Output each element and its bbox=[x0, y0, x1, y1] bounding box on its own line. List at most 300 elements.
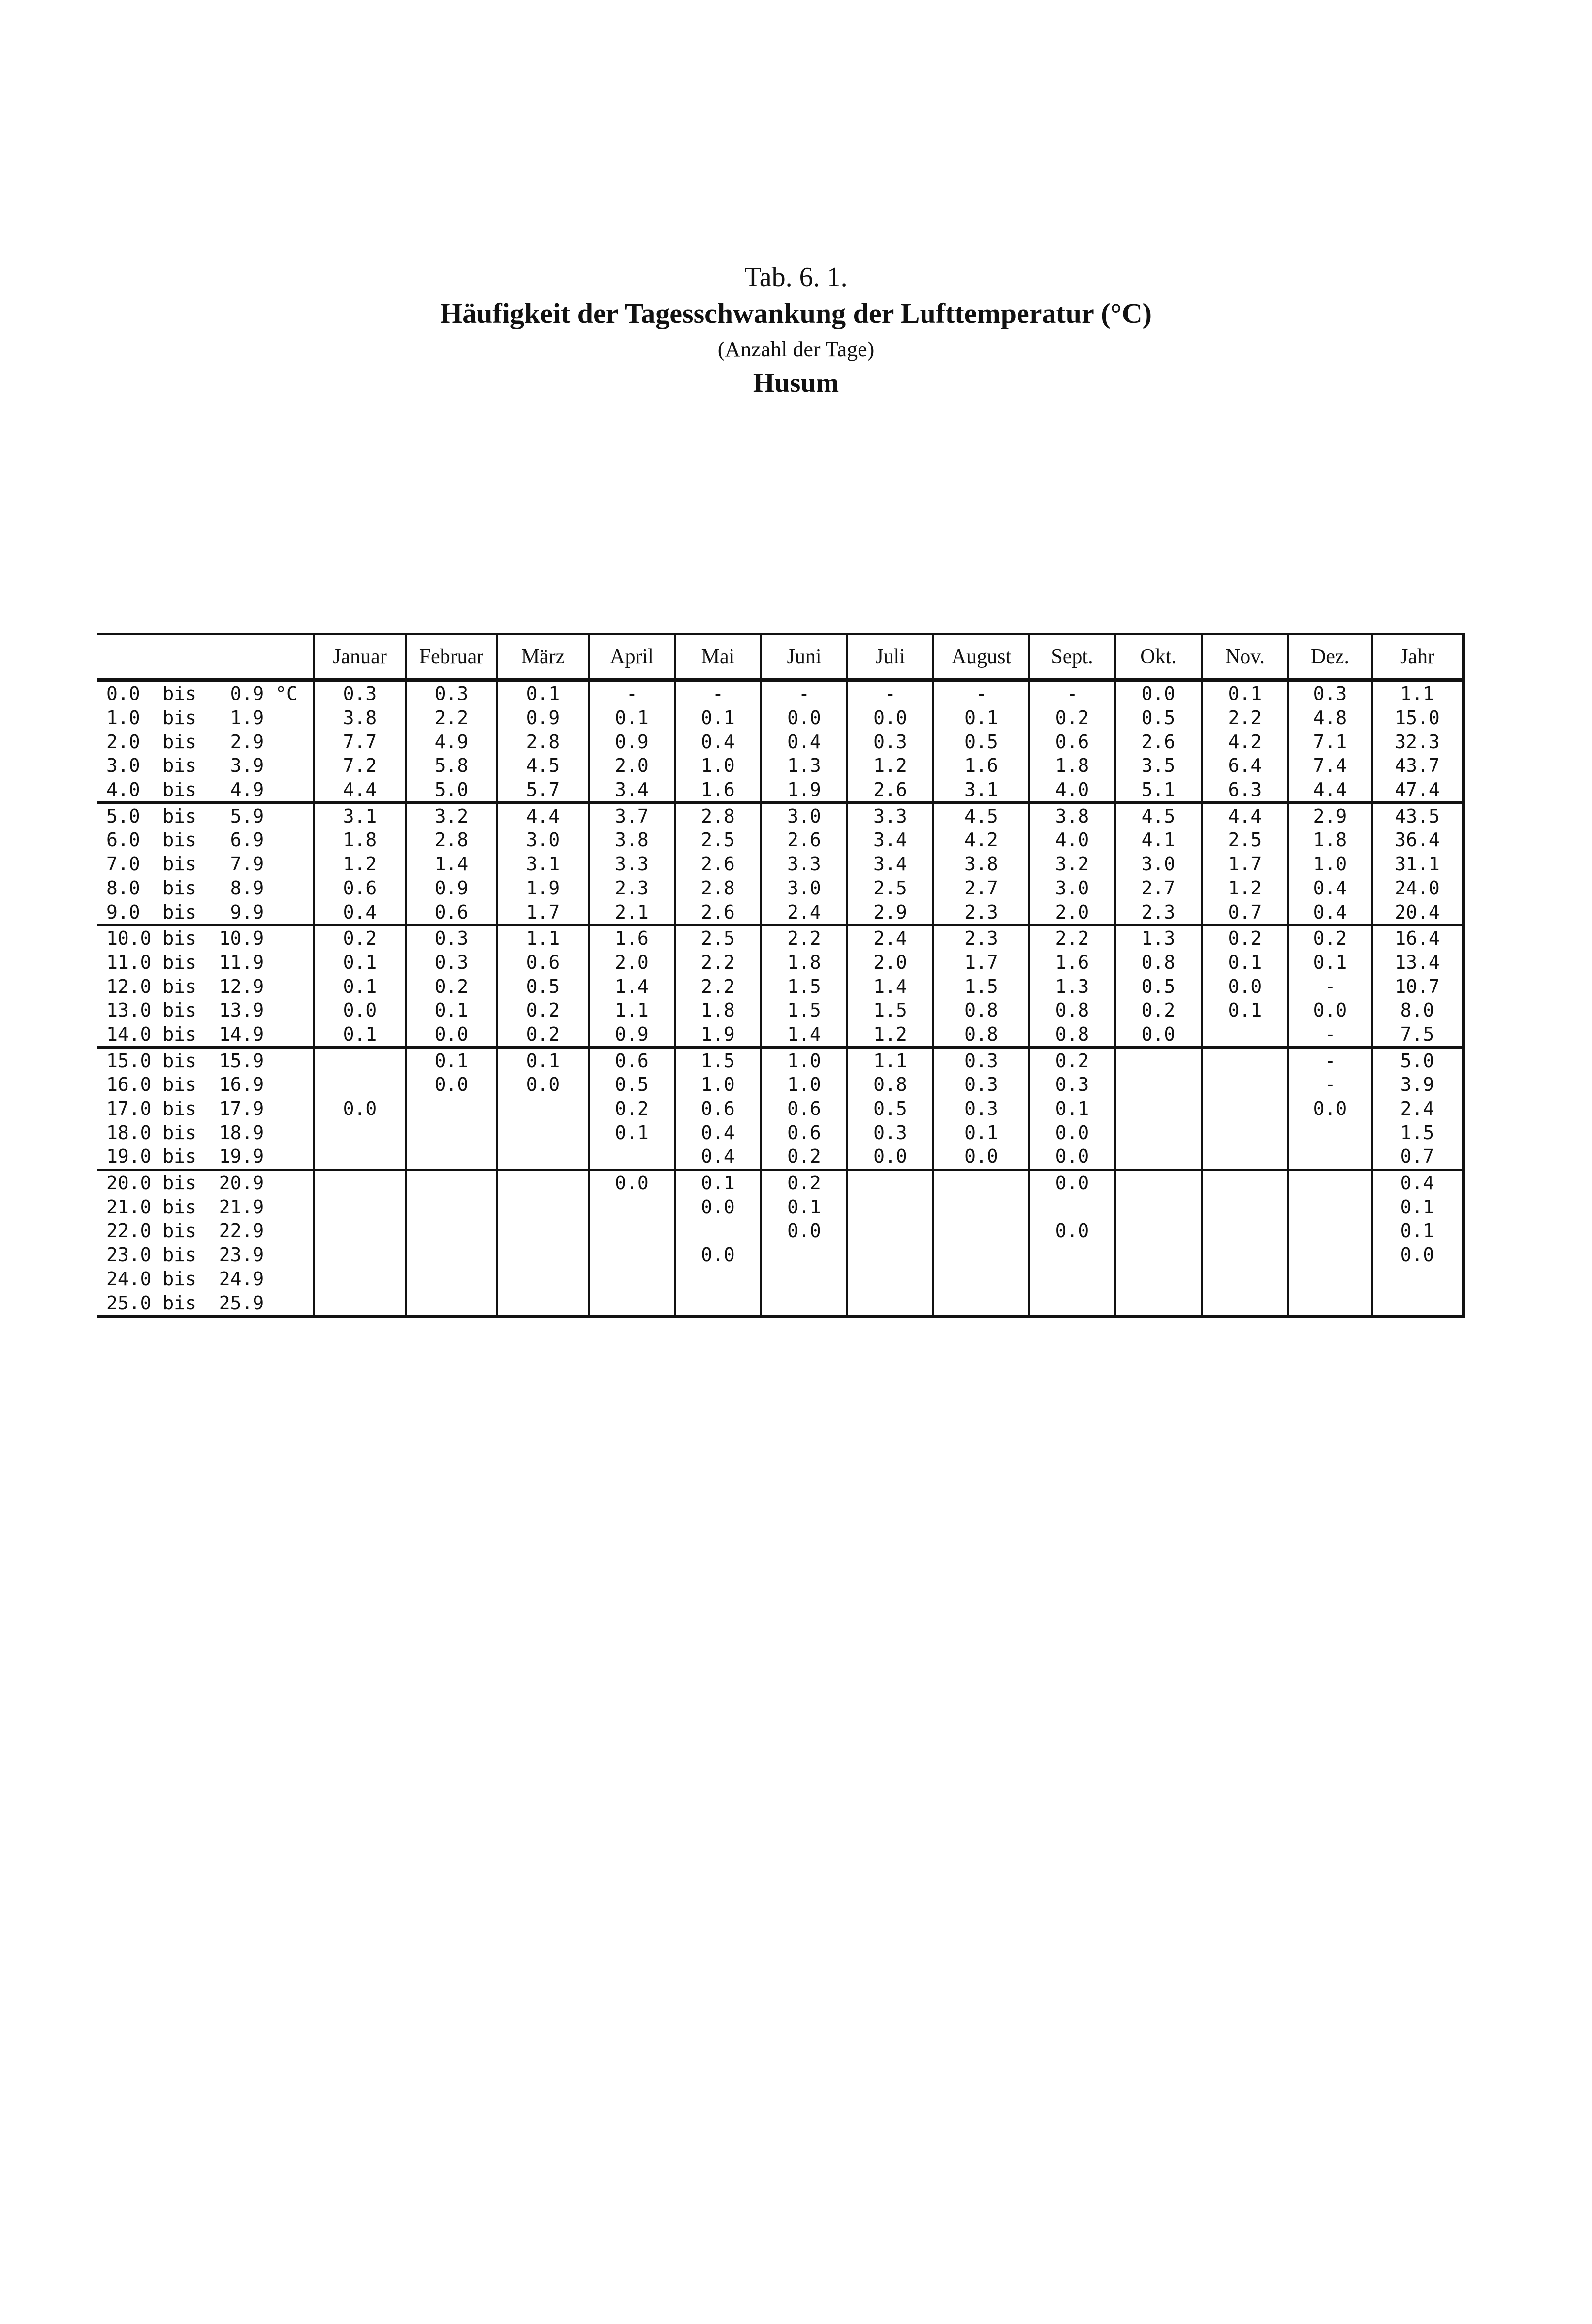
table-cell: - bbox=[1288, 1073, 1372, 1097]
table-cell: 2.5 bbox=[1202, 828, 1288, 852]
table-cell bbox=[1202, 1048, 1288, 1073]
table-cell: 1.2 bbox=[1202, 876, 1288, 900]
table-cell: 0.1 bbox=[933, 706, 1029, 730]
table-cell: 5.8 bbox=[406, 754, 497, 778]
table-cell: 3.4 bbox=[847, 852, 933, 876]
table-cell: 4.9 bbox=[406, 730, 497, 754]
table-cell: 2.4 bbox=[847, 925, 933, 950]
table-cell: 1.3 bbox=[761, 754, 847, 778]
table-cell bbox=[1288, 1219, 1372, 1243]
table-cell: 16.4 bbox=[1372, 925, 1463, 950]
table-cell: 5.1 bbox=[1115, 778, 1202, 803]
table-cell: 1.8 bbox=[675, 998, 761, 1022]
table-row bbox=[97, 876, 1463, 900]
table-cell: 0.0 bbox=[847, 1145, 933, 1170]
table-cell bbox=[589, 1219, 675, 1243]
table-cell: 0.2 bbox=[1029, 1048, 1115, 1073]
table-cell bbox=[1288, 1243, 1372, 1267]
table-cell: 4.2 bbox=[933, 828, 1029, 852]
table-cell: 0.3 bbox=[406, 925, 497, 950]
table-cell: 4.0 bbox=[1029, 828, 1115, 852]
table-cell bbox=[847, 1243, 933, 1267]
table-cell: 0.1 bbox=[1202, 951, 1288, 975]
table-cell bbox=[675, 1267, 761, 1291]
table-cell: 1.6 bbox=[675, 778, 761, 803]
table-cell: 4.8 bbox=[1288, 706, 1372, 730]
table-cell: 0.1 bbox=[314, 974, 406, 998]
table-cell: 0.6 bbox=[1029, 730, 1115, 754]
header-row bbox=[97, 634, 1463, 680]
table-cell: 2.5 bbox=[847, 876, 933, 900]
table-cell: 0.6 bbox=[314, 876, 406, 900]
table-cell: 1.1 bbox=[589, 998, 675, 1022]
table-row bbox=[97, 1120, 1463, 1145]
table-cell bbox=[314, 1120, 406, 1145]
table-cell bbox=[1288, 1195, 1372, 1219]
table-cell bbox=[1115, 1170, 1202, 1195]
row-range-label: 2.0 bis 2.9 bbox=[106, 731, 264, 753]
table-cell bbox=[406, 1170, 497, 1195]
table-row bbox=[97, 1145, 1463, 1170]
table-cell bbox=[1115, 1048, 1202, 1073]
table-cell: 2.8 bbox=[675, 876, 761, 900]
table-cell: 20.4 bbox=[1372, 900, 1463, 925]
table-cell bbox=[1029, 1267, 1115, 1291]
table-cell: 0.3 bbox=[933, 1048, 1029, 1073]
table-cell: 47.4 bbox=[1372, 778, 1463, 803]
table-cell: 0.1 bbox=[589, 706, 675, 730]
table-cell: 0.1 bbox=[1029, 1097, 1115, 1121]
table-cell bbox=[1202, 1267, 1288, 1291]
table-cell: 3.3 bbox=[589, 852, 675, 876]
table-cell: 0.6 bbox=[761, 1097, 847, 1121]
table-cell: 0.0 bbox=[314, 998, 406, 1022]
table-cell: 24.0 bbox=[1372, 876, 1463, 900]
table-cell: - bbox=[933, 680, 1029, 706]
header-corner bbox=[97, 634, 314, 680]
table-cell bbox=[847, 1195, 933, 1219]
table-cell: 0.3 bbox=[406, 680, 497, 706]
table-cell: 1.4 bbox=[761, 1022, 847, 1048]
table-cell bbox=[314, 1195, 406, 1219]
table-cell: 0.6 bbox=[497, 951, 589, 975]
table-subheading: (Anzahl der Tage) bbox=[717, 337, 875, 361]
table-cell: 0.1 bbox=[1372, 1219, 1463, 1243]
table-cell: 1.9 bbox=[675, 1022, 761, 1048]
table-cell: 0.4 bbox=[1372, 1170, 1463, 1195]
table-cell: 2.6 bbox=[1115, 730, 1202, 754]
table-cell bbox=[933, 1195, 1029, 1219]
row-range-label: 6.0 bis 6.9 bbox=[106, 829, 264, 851]
table-row bbox=[97, 974, 1463, 998]
table-row bbox=[97, 680, 1463, 706]
table-cell: 3.9 bbox=[1372, 1073, 1463, 1097]
table-cell: 2.3 bbox=[933, 900, 1029, 925]
table-cell: 0.3 bbox=[314, 680, 406, 706]
table-cell: 0.1 bbox=[675, 706, 761, 730]
table-cell: 0.1 bbox=[761, 1195, 847, 1219]
table-cell: 0.0 bbox=[497, 1073, 589, 1097]
table-cell: 0.0 bbox=[1115, 1022, 1202, 1048]
col-header: Januar bbox=[314, 634, 406, 680]
table-cell: 32.3 bbox=[1372, 730, 1463, 754]
table-cell: 0.2 bbox=[1115, 998, 1202, 1022]
table-cell bbox=[1288, 1145, 1372, 1170]
table-cell: 1.5 bbox=[761, 998, 847, 1022]
table-cell bbox=[406, 1097, 497, 1121]
table-cell: - bbox=[1029, 680, 1115, 706]
table-cell: 0.0 bbox=[933, 1145, 1029, 1170]
table-cell: 1.6 bbox=[589, 925, 675, 950]
table-cell bbox=[497, 1195, 589, 1219]
table-cell bbox=[933, 1170, 1029, 1195]
table-cell bbox=[1115, 1219, 1202, 1243]
table-cell: 3.0 bbox=[1115, 852, 1202, 876]
col-header: Juli bbox=[847, 634, 933, 680]
table-cell: 3.4 bbox=[589, 778, 675, 803]
table-cell bbox=[1372, 1267, 1463, 1291]
table-cell: - bbox=[1288, 974, 1372, 998]
table-cell bbox=[847, 1267, 933, 1291]
table-cell: 0.2 bbox=[497, 1022, 589, 1048]
table-cell bbox=[1029, 1291, 1115, 1316]
table-cell bbox=[1288, 1170, 1372, 1195]
col-header: Okt. bbox=[1115, 634, 1202, 680]
table-cell bbox=[933, 1243, 1029, 1267]
table-cell bbox=[314, 1145, 406, 1170]
table-cell: 6.3 bbox=[1202, 778, 1288, 803]
table-cell: 2.5 bbox=[675, 828, 761, 852]
table-cell: 0.4 bbox=[675, 1145, 761, 1170]
table-row bbox=[97, 1170, 1463, 1195]
table-cell: 1.4 bbox=[406, 852, 497, 876]
table-cell: 1.5 bbox=[1372, 1120, 1463, 1145]
table-cell bbox=[1202, 1097, 1288, 1121]
table-cell: 0.5 bbox=[847, 1097, 933, 1121]
table-cell bbox=[1115, 1073, 1202, 1097]
table-cell: 0.0 bbox=[1115, 680, 1202, 706]
table-cell: 0.0 bbox=[406, 1073, 497, 1097]
table-cell: 0.1 bbox=[1202, 680, 1288, 706]
table-cell: 4.0 bbox=[1029, 778, 1115, 803]
table-cell: 10.7 bbox=[1372, 974, 1463, 998]
table-cell bbox=[1288, 1267, 1372, 1291]
table-row bbox=[97, 1267, 1463, 1291]
row-range-label: 4.0 bis 4.9 bbox=[97, 778, 314, 803]
row-range-label: 19.0 bis 19.9 bbox=[97, 1145, 314, 1170]
table-cell: 2.3 bbox=[589, 876, 675, 900]
table-cell: 0.2 bbox=[589, 1097, 675, 1121]
table-cell: 2.0 bbox=[847, 951, 933, 975]
table-cell: 0.5 bbox=[933, 730, 1029, 754]
row-range-label: 0.0 bis 0.9 °C bbox=[106, 683, 298, 705]
table-cell: 0.2 bbox=[314, 925, 406, 950]
table-cell: 2.6 bbox=[675, 900, 761, 925]
table-cell: 0.4 bbox=[675, 1120, 761, 1145]
table-cell: 2.3 bbox=[1115, 900, 1202, 925]
table-cell bbox=[1115, 1243, 1202, 1267]
table-cell bbox=[497, 1120, 589, 1145]
table-cell: 0.7 bbox=[1372, 1145, 1463, 1170]
table-cell: 0.2 bbox=[1029, 706, 1115, 730]
row-range-label: 14.0 bis 14.9 bbox=[97, 1022, 314, 1048]
table-cell: 0.4 bbox=[761, 730, 847, 754]
table-cell bbox=[406, 1291, 497, 1316]
table-cell: 0.1 bbox=[497, 680, 589, 706]
col-header: Sept. bbox=[1029, 634, 1115, 680]
table-cell bbox=[933, 1267, 1029, 1291]
table-row bbox=[97, 1195, 1463, 1219]
table-cell: 3.3 bbox=[847, 803, 933, 828]
table-cell: 1.5 bbox=[761, 974, 847, 998]
table-cell bbox=[1202, 1170, 1288, 1195]
table-cell: 3.1 bbox=[497, 852, 589, 876]
table-cell: 0.1 bbox=[406, 998, 497, 1022]
table-cell bbox=[847, 1170, 933, 1195]
table-cell: 0.3 bbox=[406, 951, 497, 975]
table-cell: 0.0 bbox=[314, 1097, 406, 1121]
table-cell: 0.8 bbox=[847, 1073, 933, 1097]
table-cell: 7.4 bbox=[1288, 754, 1372, 778]
table-cell: 1.3 bbox=[1029, 974, 1115, 998]
table-cell: 1.9 bbox=[497, 876, 589, 900]
table-cell bbox=[1115, 1097, 1202, 1121]
col-header: April bbox=[589, 634, 675, 680]
table-cell: 1.1 bbox=[847, 1048, 933, 1073]
table-cell: 0.9 bbox=[589, 1022, 675, 1048]
table-cell: 0.5 bbox=[1115, 706, 1202, 730]
table-row bbox=[97, 852, 1463, 876]
table-cell: 1.6 bbox=[933, 754, 1029, 778]
table-cell: 5.0 bbox=[1372, 1048, 1463, 1073]
table-row bbox=[97, 1219, 1463, 1243]
table-cell: 1.0 bbox=[761, 1073, 847, 1097]
table-cell bbox=[761, 1267, 847, 1291]
table-cell bbox=[497, 1097, 589, 1121]
row-range-label: 7.0 bis 7.9 bbox=[106, 853, 264, 875]
station-name: Husum bbox=[753, 368, 839, 398]
table-cell bbox=[314, 1243, 406, 1267]
table-cell: 3.8 bbox=[1029, 803, 1115, 828]
table-cell bbox=[406, 1243, 497, 1267]
table-cell: - bbox=[761, 680, 847, 706]
table-cell: 3.0 bbox=[1029, 876, 1115, 900]
row-range-label: 15.0 bis 15.9 bbox=[106, 1050, 264, 1072]
table-cell: 0.4 bbox=[1288, 876, 1372, 900]
table-cell: 0.4 bbox=[675, 730, 761, 754]
table-cell bbox=[1202, 1120, 1288, 1145]
table-cell: 0.1 bbox=[314, 951, 406, 975]
table-cell: 0.6 bbox=[761, 1120, 847, 1145]
table-body bbox=[97, 680, 1463, 1316]
table-cell: 0.2 bbox=[761, 1170, 847, 1195]
table-cell: 1.1 bbox=[1372, 680, 1463, 706]
table-number: Tab. 6. 1. bbox=[744, 262, 848, 292]
table-cell: 2.2 bbox=[675, 974, 761, 998]
table-cell: 13.4 bbox=[1372, 951, 1463, 975]
row-range-label: 18.0 bis 18.9 bbox=[106, 1121, 264, 1144]
table-cell: 1.7 bbox=[497, 900, 589, 925]
table-cell bbox=[497, 1267, 589, 1291]
table-cell bbox=[1115, 1267, 1202, 1291]
table-cell: 0.4 bbox=[1288, 900, 1372, 925]
row-range-label: 20.0 bis 20.9 bbox=[106, 1172, 264, 1194]
table-cell: 43.7 bbox=[1372, 754, 1463, 778]
table-cell: 1.2 bbox=[847, 1022, 933, 1048]
table-cell: 1.8 bbox=[761, 951, 847, 975]
table-cell: 3.0 bbox=[761, 803, 847, 828]
table-cell: 0.1 bbox=[1202, 998, 1288, 1022]
table-cell bbox=[497, 1170, 589, 1195]
table-row bbox=[97, 1048, 1463, 1073]
table-cell: 31.1 bbox=[1372, 852, 1463, 876]
table-cell: 2.6 bbox=[761, 828, 847, 852]
table-row bbox=[97, 1097, 1463, 1121]
row-range-label: 3.0 bis 3.9 bbox=[106, 755, 264, 777]
table-cell bbox=[675, 1219, 761, 1243]
table-cell bbox=[1202, 1243, 1288, 1267]
table-cell: - bbox=[1288, 1022, 1372, 1048]
table-cell: 0.1 bbox=[406, 1048, 497, 1073]
table-cell bbox=[1202, 1073, 1288, 1097]
table-cell: 1.1 bbox=[497, 925, 589, 950]
table-cell: 0.5 bbox=[1115, 974, 1202, 998]
table-cell: 2.9 bbox=[847, 900, 933, 925]
table-row bbox=[97, 951, 1463, 975]
table-cell: 0.8 bbox=[1029, 998, 1115, 1022]
table-cell: 0.0 bbox=[1372, 1243, 1463, 1267]
table-cell: 1.8 bbox=[1029, 754, 1115, 778]
table-cell bbox=[497, 1243, 589, 1267]
table-cell: 1.0 bbox=[675, 754, 761, 778]
row-range-label: 22.0 bis 22.9 bbox=[106, 1220, 264, 1242]
table-cell bbox=[1029, 1195, 1115, 1219]
table-cell: 4.4 bbox=[497, 803, 589, 828]
table-cell: 0.3 bbox=[847, 730, 933, 754]
table-cell: 0.9 bbox=[497, 706, 589, 730]
table-cell: 2.7 bbox=[933, 876, 1029, 900]
table-cell: 4.5 bbox=[497, 754, 589, 778]
row-range-label: 13.0 bis 13.9 bbox=[106, 999, 264, 1021]
table-cell: 1.9 bbox=[761, 778, 847, 803]
table-cell: 0.3 bbox=[933, 1097, 1029, 1121]
table-cell: 0.1 bbox=[675, 1170, 761, 1195]
table-cell: 36.4 bbox=[1372, 828, 1463, 852]
table-cell: 2.2 bbox=[406, 706, 497, 730]
table-cell: 4.5 bbox=[933, 803, 1029, 828]
table-cell: 0.1 bbox=[497, 1048, 589, 1073]
table-cell: 0.2 bbox=[1288, 925, 1372, 950]
table-cell bbox=[761, 1291, 847, 1316]
row-range-label: 17.0 bis 17.9 bbox=[106, 1098, 264, 1120]
table-cell: 0.0 bbox=[1288, 998, 1372, 1022]
table-cell: 2.7 bbox=[1115, 876, 1202, 900]
table-cell: 1.5 bbox=[933, 974, 1029, 998]
table-cell: 1.2 bbox=[314, 852, 406, 876]
table-cell: 0.6 bbox=[589, 1048, 675, 1073]
table-cell: 0.1 bbox=[314, 1022, 406, 1048]
table-cell: 2.2 bbox=[761, 925, 847, 950]
row-range-label: 23.0 bis 23.9 bbox=[106, 1244, 264, 1266]
table-cell bbox=[314, 1267, 406, 1291]
table-cell: 1.3 bbox=[1115, 925, 1202, 950]
table-cell: 2.3 bbox=[933, 925, 1029, 950]
table-cell: 0.0 bbox=[406, 1022, 497, 1048]
table-cell: 0.0 bbox=[761, 1219, 847, 1243]
table-row bbox=[97, 754, 1463, 778]
table-cell bbox=[314, 1219, 406, 1243]
table-cell: 0.1 bbox=[1288, 951, 1372, 975]
table-cell: 1.2 bbox=[847, 754, 933, 778]
table-cell: 0.0 bbox=[589, 1170, 675, 1195]
table-cell: 0.3 bbox=[1288, 680, 1372, 706]
table-cell: 0.8 bbox=[933, 998, 1029, 1022]
table-cell: 3.8 bbox=[314, 706, 406, 730]
table-cell bbox=[1372, 1291, 1463, 1316]
table-cell: 0.7 bbox=[1202, 900, 1288, 925]
table-cell: 15.0 bbox=[1372, 706, 1463, 730]
table-cell: 0.1 bbox=[1372, 1195, 1463, 1219]
table-cell: 3.1 bbox=[314, 803, 406, 828]
row-range-label: 25.0 bis 25.9 bbox=[97, 1291, 314, 1316]
table-cell: 2.0 bbox=[1029, 900, 1115, 925]
table-cell bbox=[1288, 1120, 1372, 1145]
table-cell: 1.8 bbox=[1288, 828, 1372, 852]
table-cell: 1.8 bbox=[314, 828, 406, 852]
table-cell bbox=[1202, 1291, 1288, 1316]
row-range-label: 10.0 bis 10.9 bbox=[106, 927, 264, 950]
row-range-label: 11.0 bis 11.9 bbox=[106, 951, 264, 973]
table-cell bbox=[847, 1291, 933, 1316]
table-cell bbox=[589, 1267, 675, 1291]
table-cell: 2.2 bbox=[1202, 706, 1288, 730]
table-cell: 4.5 bbox=[1115, 803, 1202, 828]
table-cell: 5.7 bbox=[497, 778, 589, 803]
table-cell bbox=[1029, 1243, 1115, 1267]
table-cell: 0.3 bbox=[847, 1120, 933, 1145]
table-cell: 2.9 bbox=[1288, 803, 1372, 828]
table-cell: 4.2 bbox=[1202, 730, 1288, 754]
table-cell: 0.0 bbox=[1029, 1219, 1115, 1243]
table-cell bbox=[406, 1195, 497, 1219]
table-cell: 3.5 bbox=[1115, 754, 1202, 778]
table-cell bbox=[933, 1219, 1029, 1243]
table-cell: 0.5 bbox=[589, 1073, 675, 1097]
table-cell: 8.0 bbox=[1372, 998, 1463, 1022]
table-cell bbox=[497, 1291, 589, 1316]
row-range-label: 24.0 bis 24.9 bbox=[106, 1268, 264, 1290]
row-range-label: 16.0 bis 16.9 bbox=[106, 1074, 264, 1096]
table-cell bbox=[675, 1291, 761, 1316]
table-heading: Häufigkeit der Tagesschwankung der Lufttemperatur (°C) bbox=[440, 297, 1152, 329]
table-row bbox=[97, 998, 1463, 1022]
table-cell bbox=[497, 1145, 589, 1170]
table-cell: 2.1 bbox=[589, 900, 675, 925]
table-cell: 3.1 bbox=[933, 778, 1029, 803]
table-cell: 0.0 bbox=[675, 1195, 761, 1219]
table-cell: 0.4 bbox=[314, 900, 406, 925]
table-cell bbox=[406, 1219, 497, 1243]
table-cell: 0.8 bbox=[1029, 1022, 1115, 1048]
table-cell: 3.8 bbox=[589, 828, 675, 852]
table-cell bbox=[406, 1145, 497, 1170]
table-row bbox=[97, 1073, 1463, 1097]
row-range-label: 21.0 bis 21.9 bbox=[106, 1196, 264, 1218]
table-cell bbox=[497, 1219, 589, 1243]
table-cell: 4.4 bbox=[1288, 778, 1372, 803]
table-cell: 2.6 bbox=[847, 778, 933, 803]
table-cell: 2.5 bbox=[675, 925, 761, 950]
